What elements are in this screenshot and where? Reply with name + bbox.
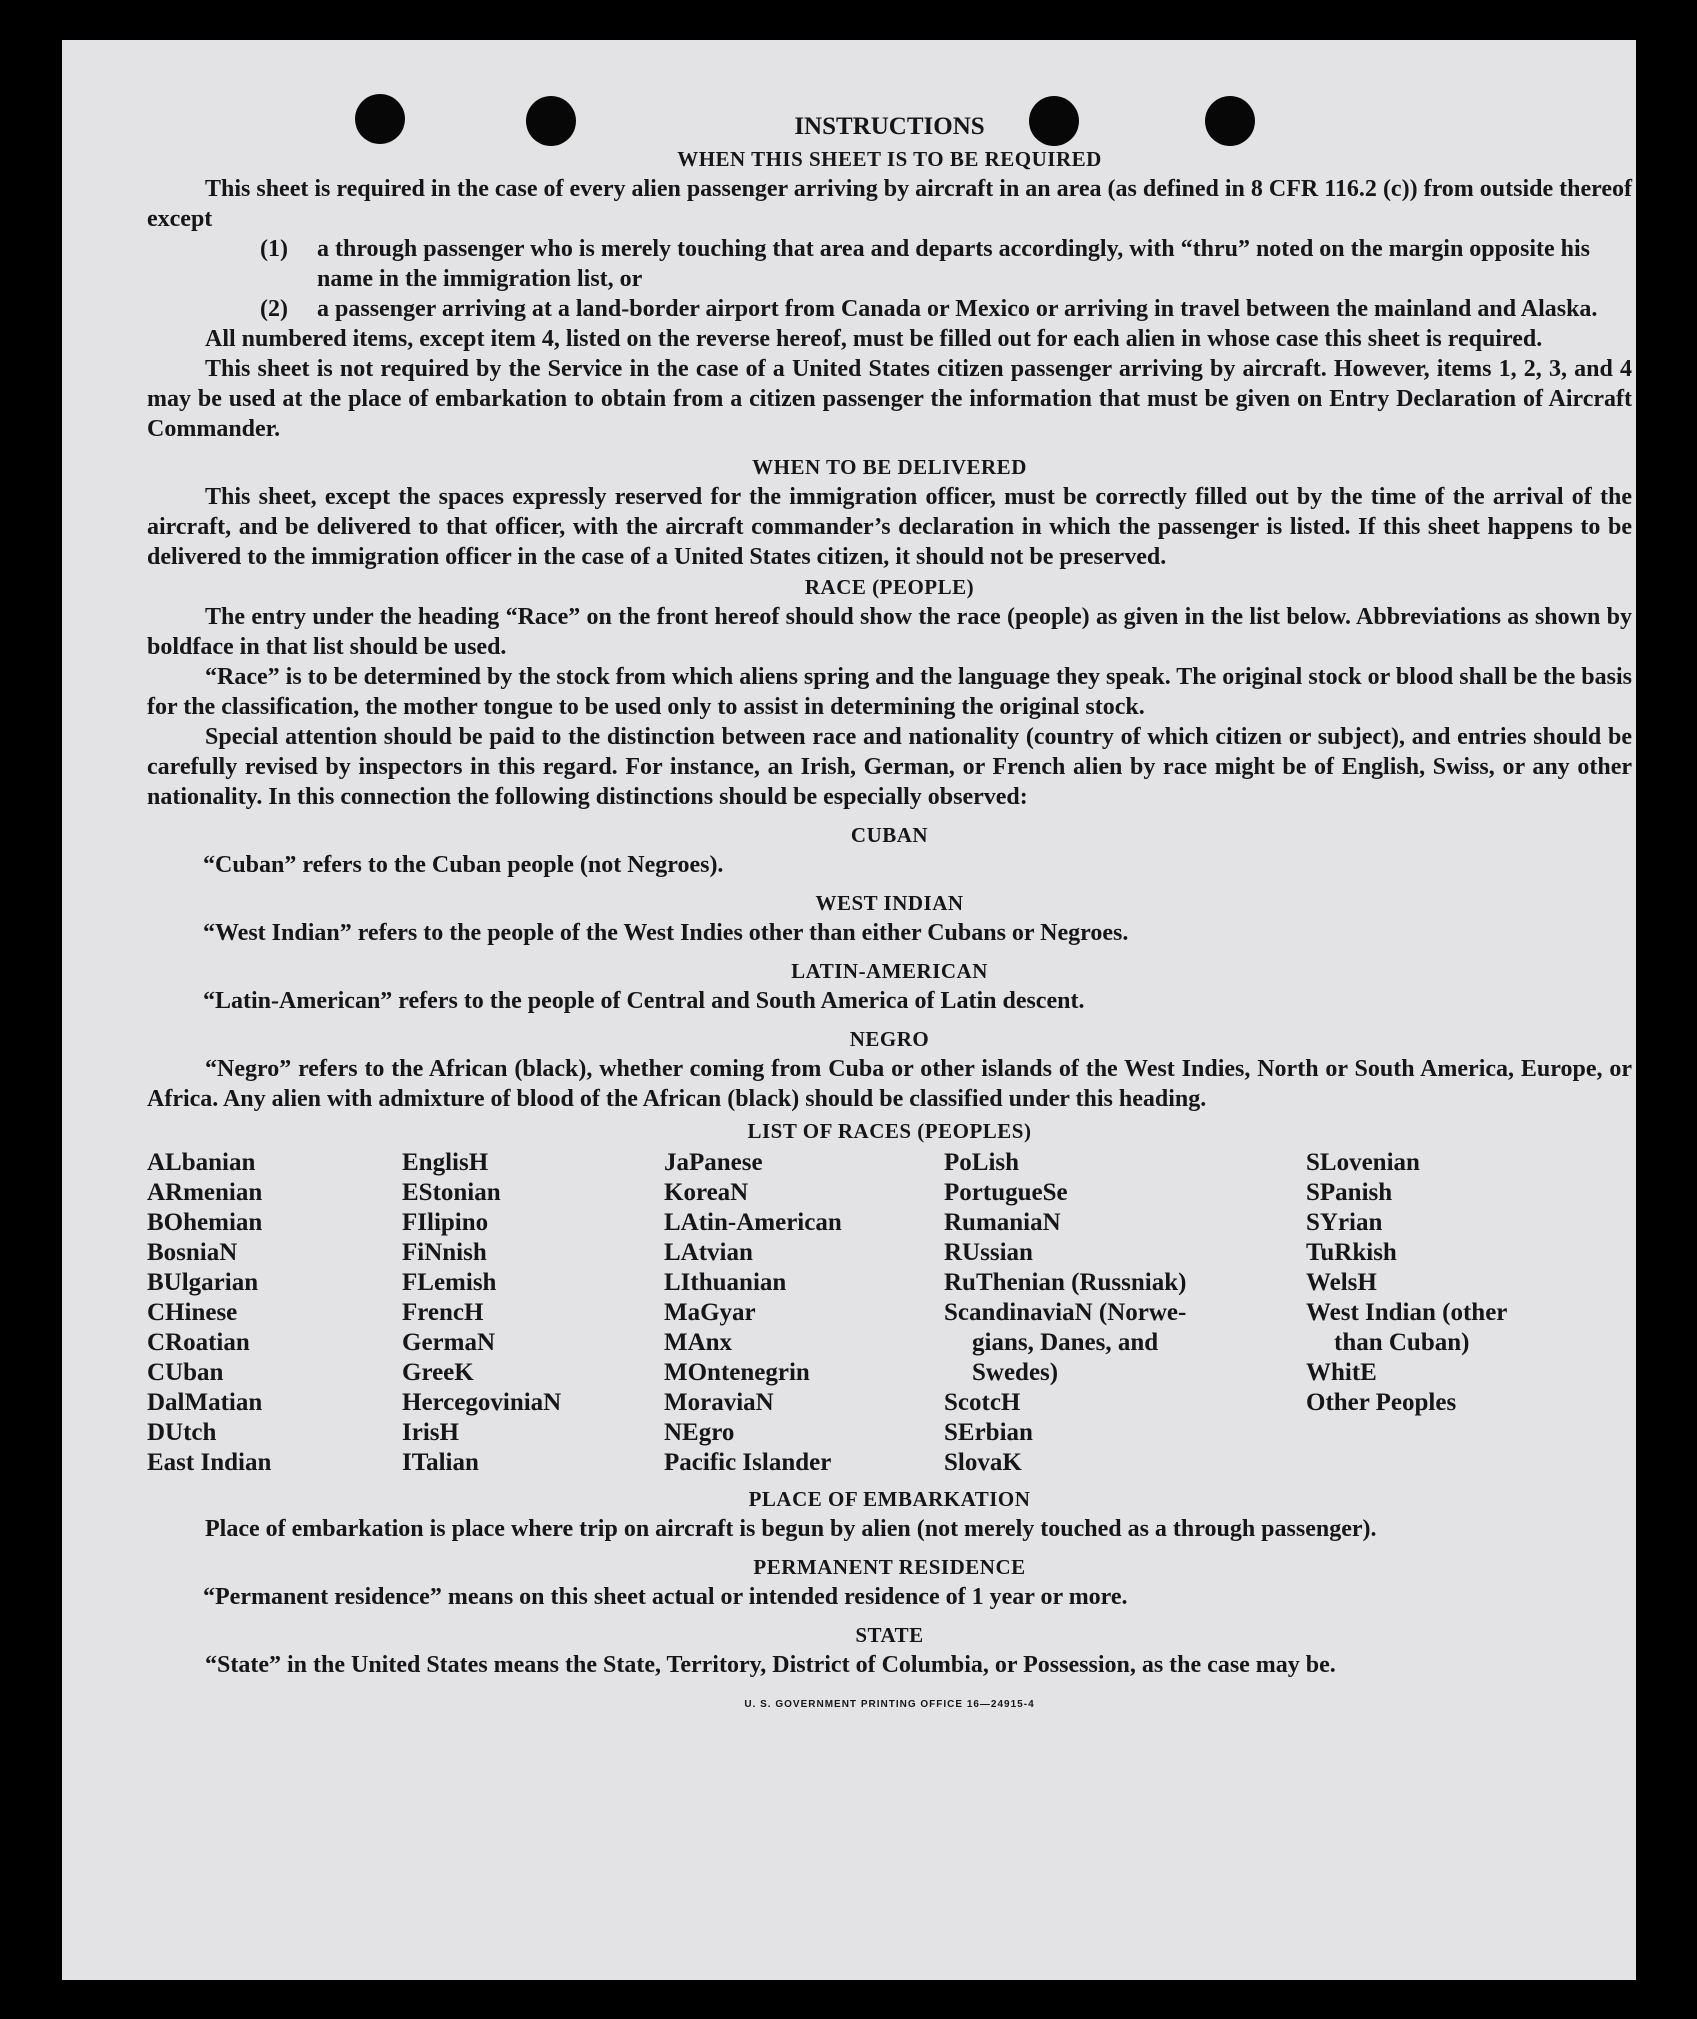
race-item: ScotcH [944, 1389, 1021, 1416]
race-item: JaPanese [664, 1149, 763, 1176]
section-heading-list-of-races: LIST OF RACES (PEOPLES) [747, 1119, 1032, 1143]
section-heading-negro: NEGRO [849, 1027, 930, 1051]
race-item: SlovaK [944, 1449, 1022, 1476]
race-item: than Cuban) [1334, 1329, 1470, 1356]
race-item: Swedes) [972, 1359, 1059, 1386]
race-item: CHinese [147, 1299, 238, 1326]
paragraph: “Latin-American” refers to the people of Central and South America of Latin descent. [203, 988, 1085, 1014]
list-item [147, 234, 1632, 294]
race-item: ARmenian [147, 1179, 263, 1206]
race-item: ITalian [402, 1449, 479, 1476]
race-item: WelsH [1306, 1269, 1377, 1296]
page-title: INSTRUCTIONS [794, 113, 985, 140]
section-heading-race: RACE (PEOPLE) [804, 575, 975, 599]
paragraph: This sheet, except the spaces expressly reserved for the immigration officer, must be correctly filled out by the time of the arrival of the aircraft, and be delivered to that officer, with the aircraft commander’s declaration in which the passenger is listed. If this sheet happens to be delivered to the immigration officer in the case of a United States citizen, it should not be preserved. [147, 484, 1632, 570]
race-item: Other Peoples [1306, 1389, 1457, 1416]
race-item: DalMatian [147, 1389, 263, 1416]
race-item: LIthuanian [664, 1269, 787, 1296]
race-item: West Indian (other [1306, 1299, 1508, 1326]
race-item: ScandinaviaN (Norwe- [944, 1299, 1187, 1326]
race-item: FrencH [402, 1299, 484, 1326]
race-item: RumaniaN [944, 1209, 1061, 1236]
races-column-3 [664, 1148, 944, 1478]
race-item: FIlipino [402, 1209, 489, 1236]
race-item: MoraviaN [664, 1389, 774, 1416]
race-item: KoreaN [664, 1179, 749, 1206]
race-item: PortugueSe [944, 1179, 1068, 1206]
race-item: SPanish [1306, 1179, 1393, 1206]
paragraph: This sheet is not required by the Service in the case of a United States citizen passenger arriving by aircraft. However, items 1, 2, 3, and 4 may be used at the place of embarkation to obtain from a citizen passenger the information that must be given on Entry Declaration of Aircraft Commander. [147, 356, 1632, 442]
document-sheet [62, 40, 1636, 1980]
race-item: ALbanian [147, 1149, 256, 1176]
race-item: gians, Danes, and [972, 1329, 1159, 1356]
race-item: GreeK [402, 1359, 474, 1386]
item-number: (1) [260, 236, 288, 262]
race-item: EnglisH [402, 1149, 489, 1176]
list-item [147, 294, 1632, 324]
race-item: BOhemian [147, 1209, 263, 1236]
race-item: SYrian [1306, 1209, 1383, 1236]
section-heading-cuban: CUBAN [850, 823, 929, 847]
race-item: WhitE [1306, 1359, 1377, 1386]
race-item: East Indian [147, 1449, 272, 1476]
race-item: SErbian [944, 1419, 1033, 1446]
section-heading-latin-american: LATIN-AMERICAN [791, 959, 988, 983]
paragraph: “Cuban” refers to the Cuban people (not Negroes). [203, 852, 724, 878]
races-column-2 [402, 1148, 664, 1478]
race-item: MaGyar [664, 1299, 756, 1326]
race-item: Pacific Islander [664, 1449, 832, 1476]
paragraph: “State” in the United States means the State, Territory, District of Columbia, or Possession, as the case may be. [205, 1652, 1336, 1678]
race-item: NEgro [664, 1419, 735, 1446]
paragraph: “Permanent residence” means on this sheet actual or intended residence of 1 year or more. [203, 1584, 1128, 1610]
section-heading-delivered: WHEN TO BE DELIVERED [752, 455, 1027, 479]
race-item: TuRkish [1306, 1239, 1397, 1266]
race-item: RUssian [944, 1239, 1033, 1266]
race-item: CUban [147, 1359, 224, 1386]
race-item: MAnx [664, 1329, 733, 1356]
paragraph: The entry under the heading “Race” on the front hereof should show the race (people) as given in the list below. Abbreviations as shown by boldface in that list should be used. [147, 604, 1632, 660]
section-heading-embarkation: PLACE OF EMBARKATION [748, 1487, 1031, 1511]
race-item: GermaN [402, 1329, 496, 1356]
section-heading-required: WHEN THIS SHEET IS TO BE REQUIRED [677, 147, 1102, 171]
races-column-1 [147, 1148, 402, 1478]
race-item: SLovenian [1306, 1149, 1420, 1176]
paragraph: “West Indian” refers to the people of the West Indies other than either Cubans or Negroes. [203, 920, 1129, 946]
paragraph: Place of embarkation is place where trip on aircraft is begun by alien (not merely touched as a through passenger). [205, 1516, 1377, 1542]
race-item: MOntenegrin [664, 1359, 810, 1386]
item-text: a through passenger who is merely touching that area and departs accordingly, with “thru” noted on the margin opposite his name in the immigration list, or [317, 236, 1590, 292]
race-item: CRoatian [147, 1329, 250, 1356]
section-heading-residence: PERMANENT RESIDENCE [753, 1555, 1026, 1579]
races-list [147, 1148, 1632, 1478]
paragraph: “Race” is to be determined by the stock from which aliens spring and the language they speak. The original stock or blood shall be the basis for the classification, the mother tongue to be used only to assist in determining the original stock. [147, 664, 1632, 720]
race-item: RuThenian (Russniak) [944, 1269, 1187, 1296]
race-item: HercegoviniaN [402, 1389, 562, 1416]
item-number: (2) [260, 296, 288, 322]
race-item: BosniaN [147, 1239, 238, 1266]
section-heading-west-indian: WEST INDIAN [815, 891, 964, 915]
race-item: BUlgarian [147, 1269, 259, 1296]
document-body [147, 112, 1632, 1720]
race-item: FiNnish [402, 1239, 487, 1266]
item-text: a passenger arriving at a land-border airport from Canada or Mexico or arriving in travel between the mainland and Alaska. [317, 296, 1598, 322]
race-item: PoLish [944, 1149, 1020, 1176]
race-item: LAtvian [664, 1239, 753, 1266]
race-item: IrisH [402, 1419, 459, 1446]
race-item: FLemish [402, 1269, 497, 1296]
race-item: EStonian [402, 1179, 501, 1206]
races-column-4 [944, 1148, 1306, 1478]
paragraph: All numbered items, except item 4, listed on the reverse hereof, must be filled out for each alien in whose case this sheet is required. [205, 326, 1543, 352]
race-item: DUtch [147, 1419, 217, 1446]
races-column-5 [1306, 1148, 1606, 1478]
section-heading-state: STATE [855, 1623, 924, 1647]
race-item: LAtin-American [664, 1209, 842, 1236]
paragraph: This sheet is required in the case of every alien passenger arriving by aircraft in an area (as defined in 8 CFR 116.2 (c)) from outside thereof except [147, 176, 1632, 232]
paragraph: Special attention should be paid to the distinction between race and nationality (country of which citizen or subject), and entries should be carefully revised by inspectors in this regard. For instance, an Irish, German, or French alien by race might be of English, Swiss, or any other nationality. In this connection the following distinctions should be especially observed: [147, 724, 1632, 810]
printing-office-imprint: U. S. GOVERNMENT PRINTING OFFICE 16—24915-4 [744, 1699, 1035, 1710]
paragraph: “Negro” refers to the African (black), whether coming from Cuba or other islands of the West Indies, North or South America, Europe, or Africa. Any alien with admixture of blood of the African (black) should be classified under this heading. [147, 1056, 1632, 1112]
